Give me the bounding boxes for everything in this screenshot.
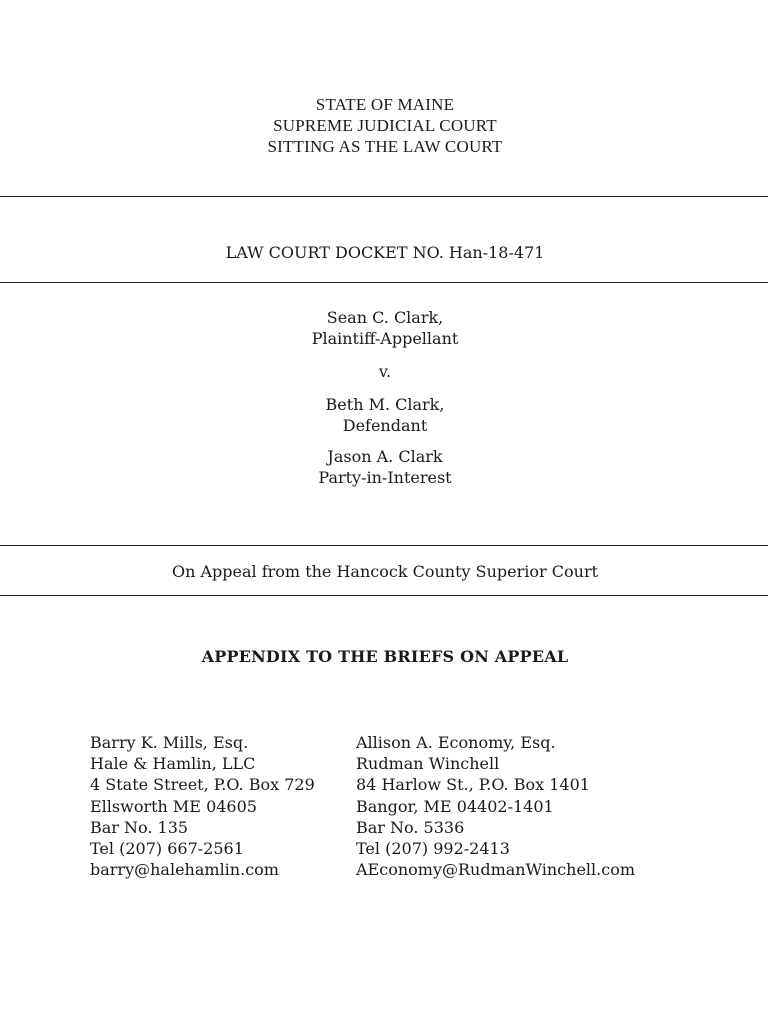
court-header xyxy=(0,94,770,157)
counsel-left xyxy=(90,732,315,880)
counsel-right-name: Allison A. Economy, Esq. xyxy=(356,733,556,752)
plaintiff-block xyxy=(0,307,770,349)
counsel-right-tel: Tel (207) 992-2413 xyxy=(356,839,510,859)
counsel-right-city: Bangor, ME 04402-1401 xyxy=(356,796,554,816)
appeal-from: On Appeal from the Hancock County Superior Court xyxy=(171,562,599,581)
interest-name: Jason A. Clark xyxy=(327,447,443,466)
document-title: APPENDIX TO THE BRIEFS ON APPEAL xyxy=(201,647,569,666)
docket-number: LAW COURT DOCKET NO. Han-18-471 xyxy=(225,243,545,262)
divider-rule-1 xyxy=(0,196,768,197)
versus: v. xyxy=(378,362,392,381)
interest-role: Party-in-Interest xyxy=(318,468,452,487)
counsel-right-bar: Bar No. 5336 xyxy=(356,817,465,837)
defendant-name: Beth M. Clark, xyxy=(325,395,445,414)
counsel-right-firm: Rudman Winchell xyxy=(356,754,500,774)
divider-rule-3 xyxy=(0,545,768,546)
counsel-right-email: AEconomy@RudmanWinchell.com xyxy=(356,860,635,880)
interest-block xyxy=(0,446,770,488)
counsel-left-bar: Bar No. 135 xyxy=(90,817,189,837)
plaintiff-role: Plaintiff-Appellant xyxy=(311,329,459,348)
divider-rule-4 xyxy=(0,595,768,596)
counsel-left-address: 4 State Street, P.O. Box 729 xyxy=(90,775,315,795)
defendant-role: Defendant xyxy=(342,416,428,435)
court-state: STATE OF MAINE xyxy=(315,95,455,114)
court-sitting: SITTING AS THE LAW COURT xyxy=(267,137,503,156)
case-parties xyxy=(0,307,770,488)
counsel-left-name: Barry K. Mills, Esq. xyxy=(90,733,249,752)
plaintiff-name: Sean C. Clark, xyxy=(326,308,444,327)
court-name: SUPREME JUDICIAL COURT xyxy=(273,116,497,135)
counsel-left-email: barry@halehamlin.com xyxy=(90,860,279,880)
counsel-left-firm: Hale & Hamlin, LLC xyxy=(90,754,256,774)
defendant-block xyxy=(0,394,770,436)
counsel-right xyxy=(356,732,635,880)
counsel-left-tel: Tel (207) 667-2561 xyxy=(90,839,244,859)
counsel-right-address: 84 Harlow St., P.O. Box 1401 xyxy=(356,775,590,795)
counsel-left-city: Ellsworth ME 04605 xyxy=(90,796,257,816)
party-spacer xyxy=(0,436,770,446)
divider-rule-2 xyxy=(0,282,768,283)
